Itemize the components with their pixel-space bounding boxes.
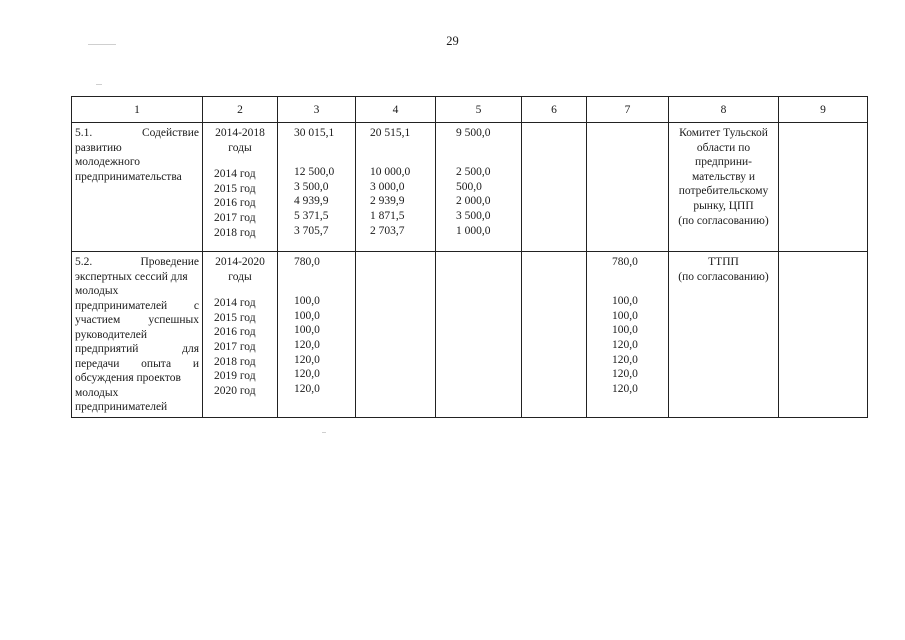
- amount-value: 12 500,0: [294, 166, 335, 179]
- amount-value: 5 371,5: [294, 209, 329, 222]
- amount-value: 120,0: [612, 353, 638, 366]
- amount-col7-cell: [587, 123, 669, 252]
- executor-line: области по: [696, 141, 751, 154]
- amount-value: 3 705,7: [294, 224, 329, 237]
- amount-value: 2 500,0: [456, 166, 491, 179]
- activity-name-line: экспертных сессий для: [75, 270, 188, 283]
- activity-name-word: для: [182, 343, 199, 355]
- activity-name-line: молодых: [75, 386, 119, 399]
- year-label: 2014 год: [214, 297, 256, 310]
- amount-value: 100,0: [612, 295, 638, 308]
- activity-name-word: опыта: [141, 357, 172, 370]
- executor-line: потребительскому: [678, 185, 769, 198]
- amount-col7-cell: [587, 252, 669, 418]
- activity-name-line: молодых: [75, 285, 119, 297]
- period-range: 2014-2018: [215, 127, 265, 139]
- amount-value: 10 000,0: [370, 166, 411, 179]
- activity-name-cell: [72, 252, 203, 418]
- year-label: 2018 год: [214, 226, 256, 239]
- activity-name-line: [75, 357, 199, 372]
- activity-name-word: с: [193, 299, 199, 312]
- notes-cell: [779, 123, 868, 252]
- activity-name-line: [75, 255, 199, 270]
- year-label: 2017 год: [214, 211, 256, 224]
- amount-col4-cell: [356, 252, 436, 418]
- header-cell-7: 7: [587, 97, 669, 123]
- amount-value: 100,0: [294, 309, 320, 322]
- activity-name-line: [75, 126, 199, 141]
- year-label: 2019 год: [214, 370, 256, 383]
- period-range: 2014-2020: [215, 256, 265, 268]
- activity-name-line: [75, 299, 199, 314]
- amount-value: 2 939,9: [370, 195, 405, 208]
- activity-name-line: обсуждения проектов: [75, 372, 181, 384]
- amount-value: 120,0: [294, 353, 320, 366]
- amount-col6-cell: [522, 123, 587, 252]
- year-label: 2016 год: [214, 197, 256, 210]
- amount-total: 780,0: [612, 256, 638, 268]
- table-row: [72, 252, 868, 418]
- amount-value: 100,0: [294, 295, 320, 308]
- activity-name-word: и: [192, 357, 199, 370]
- amount-col5-cell: [436, 123, 522, 252]
- amount-col5-cell: [436, 252, 522, 418]
- year-label: 2015 год: [214, 182, 256, 195]
- period-cell: [203, 123, 278, 252]
- activity-name-word: предпринимателей: [75, 299, 168, 312]
- activity-number: 5.2.: [75, 256, 93, 268]
- amount-value: 1 000,0: [456, 224, 491, 237]
- amount-value: 120,0: [612, 338, 638, 351]
- period-unit: годы: [228, 270, 252, 283]
- activity-name-line: предпринимательства: [75, 170, 182, 183]
- table-row: [72, 123, 868, 252]
- activity-name-line: руководителей: [75, 328, 148, 341]
- header-cell-4: 4: [356, 97, 436, 123]
- scan-speck: [88, 44, 116, 45]
- amount-col4-cell: [356, 123, 436, 252]
- header-cell-1: 1: [72, 97, 203, 123]
- year-label: 2017 год: [214, 340, 256, 353]
- header-cell-8: 8: [669, 97, 779, 123]
- header-cell-5: 5: [436, 97, 522, 123]
- activity-name-cell: [72, 123, 203, 252]
- notes-cell: [779, 252, 868, 418]
- header-cell-3: 3: [278, 97, 356, 123]
- amount-value: 3 500,0: [456, 209, 491, 222]
- activity-name-line: предпринимателей: [75, 401, 168, 413]
- amount-value: 4 939,9: [294, 195, 329, 208]
- executor-line: мательству и: [691, 170, 756, 183]
- amount-value: 2 703,7: [370, 224, 405, 237]
- table-header-row: [72, 97, 868, 123]
- executor-line: рынку, ЦПП: [693, 199, 754, 212]
- program-table: [71, 96, 868, 418]
- activity-name-line: [75, 342, 199, 357]
- executor-line: Комитет Тульской: [679, 127, 768, 139]
- executor-line: предприни-: [695, 156, 752, 169]
- scan-speck: [96, 84, 102, 85]
- executor-line: (по согласованию): [678, 270, 769, 283]
- activity-name-word: участием: [75, 314, 121, 326]
- activity-name-line: молодежного: [75, 156, 141, 169]
- executor-cell: [669, 252, 779, 418]
- amount-total: 9 500,0: [456, 127, 491, 139]
- header-cell-2: 2: [203, 97, 278, 123]
- amount-total-cell: [278, 252, 356, 418]
- year-label: 2016 год: [214, 326, 256, 339]
- amount-value: 120,0: [612, 368, 638, 381]
- period-cell: [203, 252, 278, 418]
- executor-line: ТТПП: [708, 256, 739, 268]
- activity-name-word: успешных: [148, 314, 199, 326]
- year-label: 2014 год: [214, 168, 256, 181]
- amount-value: 120,0: [294, 382, 320, 395]
- activity-name-word: Проведение: [140, 256, 199, 268]
- amount-value: 1 871,5: [370, 209, 405, 222]
- activity-name-line: развитию: [75, 141, 122, 154]
- amount-total-cell: [278, 123, 356, 252]
- year-label: 2015 год: [214, 311, 256, 324]
- amount-value: 500,0: [456, 180, 482, 193]
- executor-cell: [669, 123, 779, 252]
- amount-value: 100,0: [612, 309, 638, 322]
- amount-total: 30 015,1: [294, 127, 335, 139]
- amount-value: 120,0: [294, 368, 320, 381]
- amount-total: 780,0: [294, 256, 320, 268]
- year-label: 2018 год: [214, 355, 256, 368]
- amount-total: 20 515,1: [370, 127, 411, 139]
- amount-value: 3 000,0: [370, 180, 405, 193]
- activity-name-word: Содействие: [141, 127, 199, 139]
- amount-col6-cell: [522, 252, 587, 418]
- activity-name-line: [75, 313, 199, 328]
- amount-value: 2 000,0: [456, 195, 491, 208]
- activity-name-word: предприятий: [75, 343, 139, 355]
- amount-value: 100,0: [612, 324, 638, 337]
- amount-value: 120,0: [612, 382, 638, 395]
- amount-value: 120,0: [294, 338, 320, 351]
- header-cell-9: 9: [779, 97, 868, 123]
- scan-speck: [322, 432, 326, 433]
- header-cell-6: 6: [522, 97, 587, 123]
- activity-number: 5.1.: [75, 127, 93, 139]
- executor-line: (по согласованию): [678, 214, 769, 227]
- page-number: 29: [446, 34, 459, 48]
- amount-value: 3 500,0: [294, 180, 329, 193]
- activity-name-word: передачи: [75, 357, 120, 370]
- period-unit: годы: [228, 141, 252, 154]
- amount-value: 100,0: [294, 324, 320, 337]
- year-label: 2020 год: [214, 384, 256, 397]
